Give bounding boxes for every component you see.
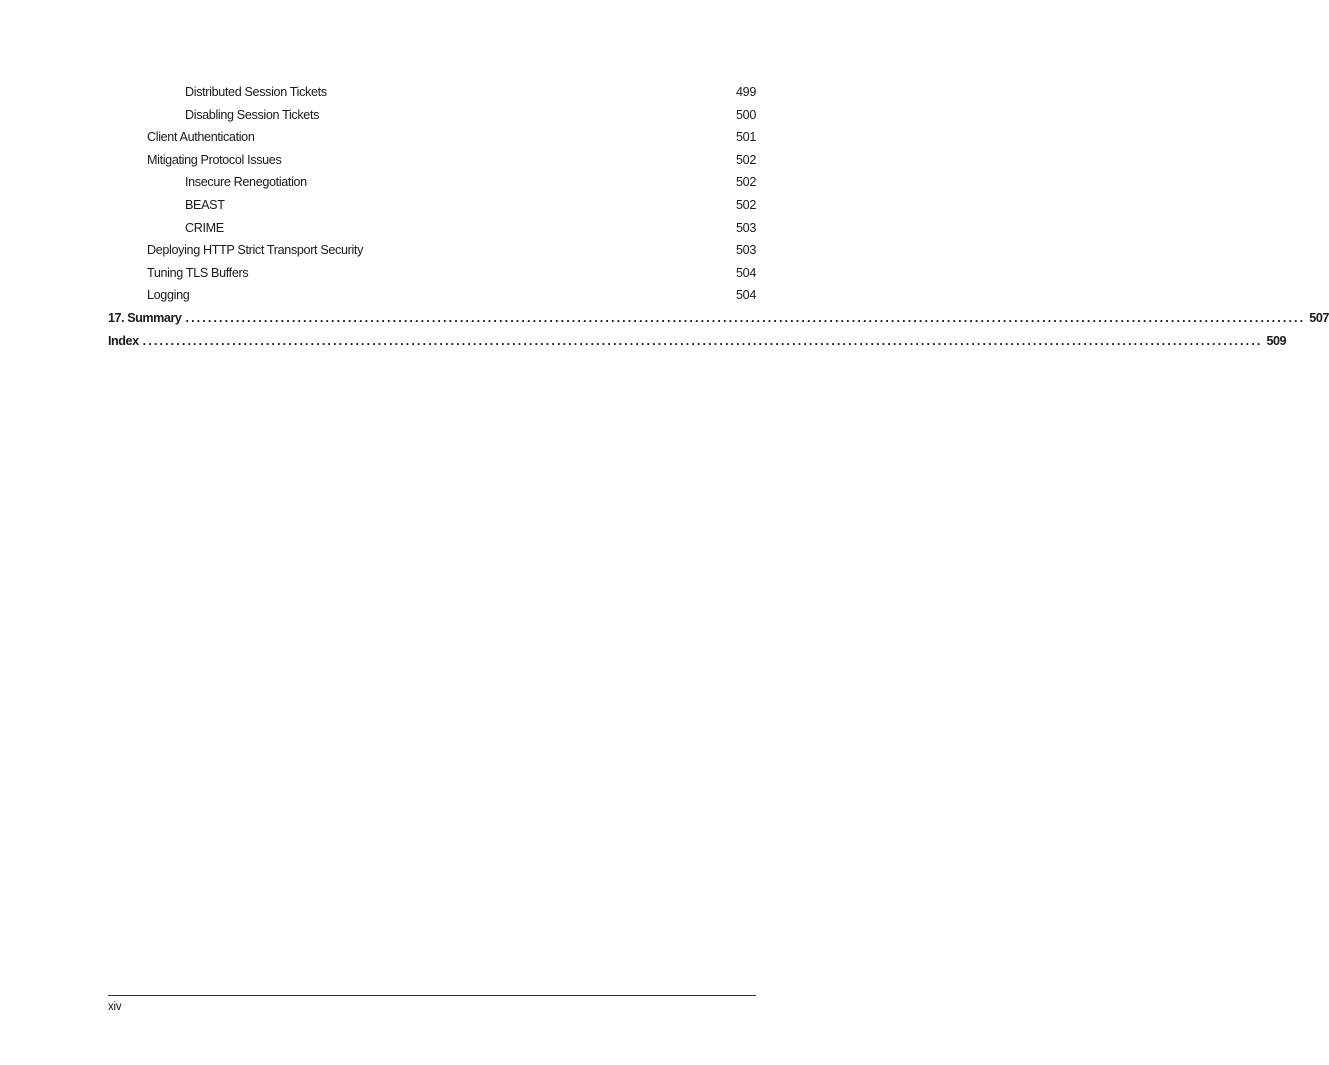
toc-entry-page: 502: [736, 152, 756, 167]
toc-entry-page: 502: [736, 175, 756, 190]
dot-leader: ........................................................................................................................................................................................................: [185, 310, 1306, 325]
toc-entry-page: 502: [736, 197, 756, 212]
toc-entry: [108, 239, 756, 262]
toc-entry: [108, 194, 756, 217]
toc-entry-page: 499: [736, 85, 756, 99]
toc-entry-title: Deploying HTTP Strict Transport Security: [147, 243, 364, 258]
toc-entry-title: CRIME: [185, 220, 224, 235]
toc-entry: [108, 171, 756, 194]
footer-divider: [108, 995, 756, 996]
toc-entry-page: 503: [736, 220, 756, 235]
toc-entry: [108, 104, 756, 127]
toc-chapter-page: 509: [1266, 333, 1287, 348]
toc-chapter-entry: [108, 307, 1329, 330]
toc-entry-page: 503: [736, 243, 756, 258]
toc-entry-page: 501: [736, 130, 756, 145]
toc-entry: [108, 149, 756, 172]
table-of-contents: [108, 81, 1329, 352]
toc-entry-page: 504: [736, 265, 756, 280]
toc-entry-title: Mitigating Protocol Issues: [147, 152, 282, 167]
toc-entry: [108, 81, 756, 104]
page-folio: xiv: [108, 1001, 122, 1013]
toc-entry-title: Insecure Renegotiation: [185, 175, 307, 190]
toc-chapter-entry: [108, 330, 1287, 353]
toc-entry-title: BEAST: [185, 197, 225, 212]
toc-entry-page: 500: [736, 107, 756, 122]
toc-entry: [108, 126, 756, 149]
toc-entry-title: Client Authentication: [147, 130, 255, 145]
toc-entry: [108, 217, 756, 240]
dot-leader: ........................................................................................................................................................................................................: [142, 333, 1263, 348]
toc-entry-title: Tuning TLS Buffers: [147, 265, 249, 280]
toc-entry-page: 504: [736, 288, 756, 303]
toc-entry: [108, 262, 756, 285]
toc-chapter-page: 507: [1309, 310, 1329, 325]
toc-entry-title: Disabling Session Tickets: [185, 107, 320, 122]
toc-entry: [108, 284, 756, 307]
toc-entry-title: Distributed Session Tickets: [185, 85, 327, 99]
toc-chapter-title: Index: [108, 333, 139, 348]
toc-entry-title: Logging: [147, 288, 190, 303]
toc-chapter-title: 17. Summary: [108, 310, 182, 325]
